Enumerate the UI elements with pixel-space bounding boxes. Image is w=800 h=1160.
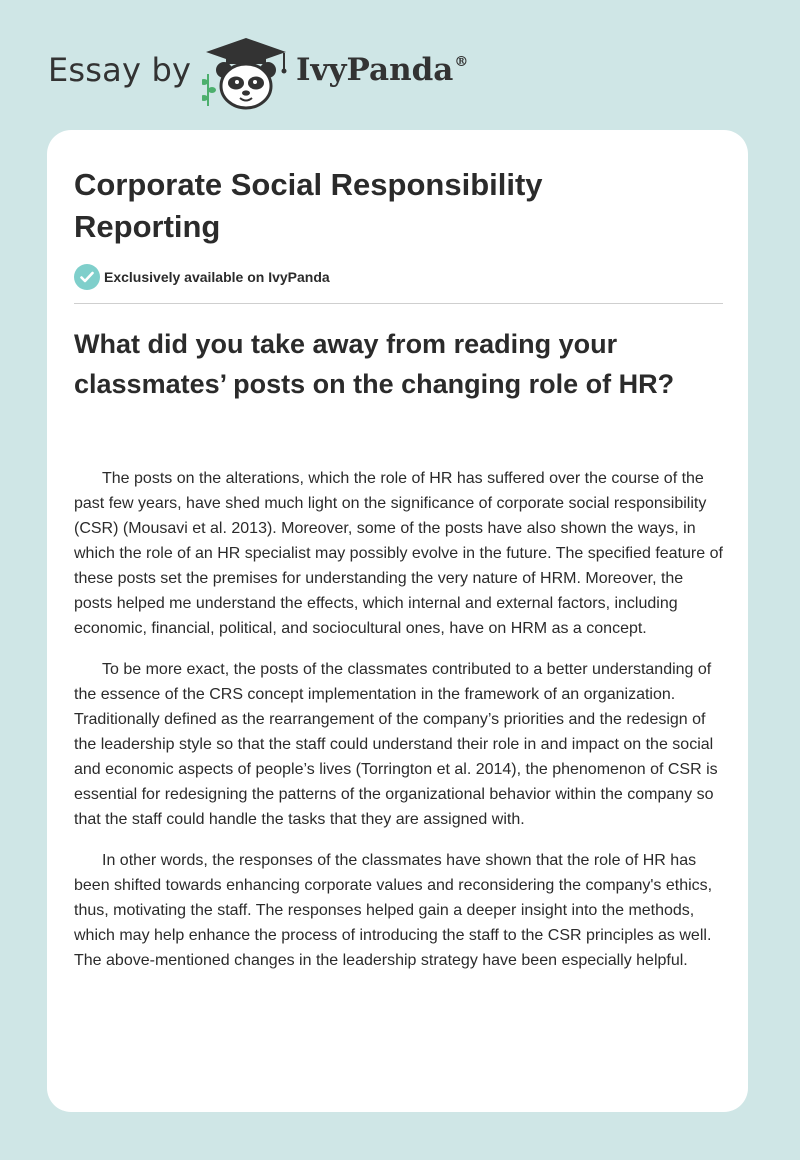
- paragraph: In other words, the responses of the classmates have shown that the role of HR has been shifted towards enhancing corporate values and reconsidering the company's ethics, thus, motivating the staff. The responses helped gain a deeper insight into the methods, which may help enhance the process of introducing the staff to the CSR principles as well. The above-mentioned changes in the leadership strategy have been especially helpful.: [74, 852, 713, 969]
- checkmark-icon: [80, 271, 94, 283]
- brand-label: IvyPanda: [296, 52, 454, 88]
- essay-card: [47, 130, 748, 1112]
- site-header: [48, 30, 748, 120]
- divider: [74, 303, 723, 304]
- brand-name[interactable]: [296, 52, 468, 88]
- essay-body: [74, 466, 724, 989]
- exclusive-badge-label: Exclusively available on IvyPanda: [104, 268, 330, 285]
- question-heading: What did you take away from reading your classmates’ posts on the changing role of HR?: [74, 329, 675, 399]
- exclusive-badge: [74, 263, 330, 290]
- panda-graduation-cap-icon[interactable]: [202, 36, 290, 112]
- essay-by-label: Essay by: [48, 51, 192, 89]
- registered-mark: ®: [454, 54, 469, 70]
- paragraph: To be more exact, the posts of the classmates contributed to a better understanding of the essence of the CRS concept implementation in the framework of an organization. Traditionally defined as the rearrangement of the company’s priorities and the redesign of the leadership style so that the staff could understand their role in and impact on the social and economic aspects of people’s lives (Torrington et al. 2014), the phenomenon of CSR is essential for redesigning the patterns of the organizational behavior within the company so that the staff could handle the tasks that they are assigned with.: [74, 661, 718, 828]
- page-title: Corporate Social Responsibility Reporting: [74, 167, 543, 244]
- check-circle-icon: [74, 264, 100, 290]
- paragraph: The posts on the alterations, which the role of HR has suffered over the course of the past few years, have shed much light on the significance of corporate social responsibility (CSR) (Mousavi et al. 2013). Moreover, some of the posts have also shown the ways, in which the role of an HR specialist may possibly evolve in the future. The specified feature of these posts set the premises for understanding the very nature of HRM. Moreover, the posts helped me understand the effects, which internal and external factors, including economic, financial, political, and sociocultural ones, have on HRM as a concept.: [74, 470, 723, 637]
